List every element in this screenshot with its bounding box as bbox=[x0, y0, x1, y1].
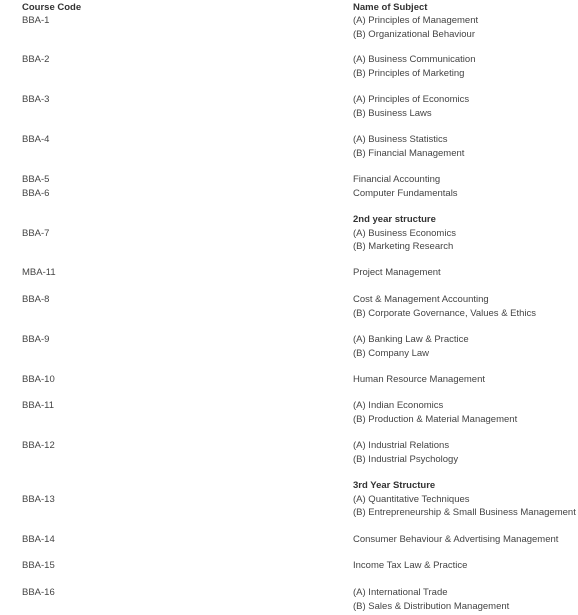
subject-name: (A) Business Communication bbox=[353, 54, 476, 65]
subject-name: Computer Fundamentals bbox=[353, 187, 458, 199]
course-code: BBA-3 bbox=[22, 94, 50, 105]
course-code: BBA-15 bbox=[22, 560, 55, 571]
subject-name: (A) Principles of Economics bbox=[353, 94, 470, 105]
subject-name: (A) Industrial Relations bbox=[353, 440, 450, 451]
course-code: BBA-5 bbox=[22, 174, 50, 185]
course-code: BBA-8 bbox=[22, 294, 50, 305]
course-code: BBA-11 bbox=[22, 400, 55, 411]
subject-name: Consumer Behaviour & Advertising Management bbox=[353, 534, 559, 545]
course-code: MBA-11 bbox=[22, 267, 56, 278]
course-code: BBA-10 bbox=[22, 374, 55, 385]
course-code-header: Course Code bbox=[22, 2, 82, 13]
course-code: BBA-7 bbox=[22, 227, 50, 239]
course-code: BBA-13 bbox=[22, 493, 55, 505]
year-structure-heading: 2nd year structure bbox=[353, 214, 436, 225]
year-structure-heading: 3rd Year Structure bbox=[353, 480, 436, 491]
subject-name: (A) Business Statistics bbox=[353, 134, 448, 145]
subject-name: (A) International Trade bbox=[353, 587, 448, 598]
course-code: BBA-1 bbox=[22, 15, 50, 26]
subject-name: (B) Entrepreneurship & Small Business Management bbox=[353, 507, 576, 518]
course-code: BBA-4 bbox=[22, 134, 50, 145]
subject-name: (A) Business Economics bbox=[353, 227, 456, 239]
subject-name: (B) Sales & Distribution Management bbox=[353, 600, 510, 612]
subject-name: (A) Banking Law & Practice bbox=[353, 334, 469, 345]
subject-name: (B) Business Laws bbox=[353, 107, 432, 119]
subject-name: (B) Principles of Marketing bbox=[353, 67, 465, 79]
subject-name: Human Resource Management bbox=[353, 374, 486, 385]
course-code: BBA-14 bbox=[22, 534, 55, 545]
subject-name: Project Management bbox=[353, 267, 441, 278]
course-code: BBA-16 bbox=[22, 587, 55, 598]
course-code: BBA-2 bbox=[22, 54, 50, 65]
subject-name: (A) Quantitative Techniques bbox=[353, 493, 470, 505]
subject-name: Financial Accounting bbox=[353, 174, 441, 185]
course-code: BBA-9 bbox=[22, 334, 50, 345]
subject-name-header: Name of Subject bbox=[353, 2, 428, 13]
course-code: BBA-12 bbox=[22, 440, 55, 451]
subject-name: (A) Indian Economics bbox=[353, 400, 444, 411]
subject-name: Cost & Management Accounting bbox=[353, 294, 489, 305]
subject-name: (B) Organizational Behaviour bbox=[353, 28, 475, 40]
subject-name: Income Tax Law & Practice bbox=[353, 560, 468, 571]
subject-name: (A) Principles of Management bbox=[353, 15, 479, 26]
subject-name: (B) Corporate Governance, Values & Ethics bbox=[353, 307, 537, 319]
subject-name: (B) Marketing Research bbox=[353, 241, 454, 252]
subject-name: (B) Company Law bbox=[353, 347, 430, 359]
subject-name: (B) Financial Management bbox=[353, 147, 465, 159]
subject-name: (B) Industrial Psychology bbox=[353, 453, 459, 465]
course-code: BBA-6 bbox=[22, 187, 50, 199]
subject-name: (B) Production & Material Management bbox=[353, 413, 518, 425]
